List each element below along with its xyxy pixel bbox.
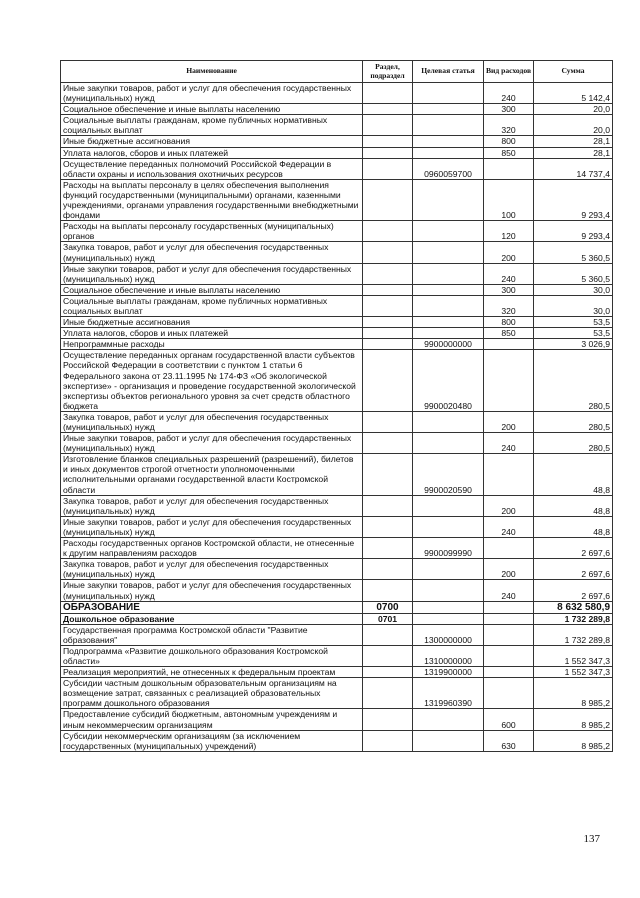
- row-target: 9900099990: [413, 538, 484, 559]
- page-number: 137: [583, 833, 600, 845]
- row-type: 100: [484, 179, 534, 220]
- row-name: Закупка товаров, работ и услуг для обеспечения государственных (муниципальных) нужд: [61, 495, 363, 516]
- row-type: 200: [484, 559, 534, 580]
- row-section: [363, 295, 413, 316]
- row-sum: 48,8: [534, 516, 613, 537]
- table-row: [61, 580, 613, 601]
- row-section: [363, 624, 413, 645]
- row-target: [413, 179, 484, 220]
- row-section: [363, 580, 413, 601]
- row-type: 240: [484, 433, 534, 454]
- table-row: [61, 104, 613, 115]
- table-row: [61, 624, 613, 645]
- row-name: Расходы на выплаты персоналу государственных (муниципальных) органов: [61, 221, 363, 242]
- row-type: [484, 601, 534, 613]
- row-name: Уплата налогов, сборов и иных платежей: [61, 147, 363, 158]
- row-sum: 1 552 347,3: [534, 645, 613, 666]
- row-name: Иные закупки товаров, работ и услуг для обеспечения государственных (муниципальных) нужд: [61, 516, 363, 537]
- row-target: [413, 317, 484, 328]
- row-section: [363, 454, 413, 495]
- row-sum: 1 732 289,8: [534, 613, 613, 624]
- row-name: Иные бюджетные ассигнования: [61, 136, 363, 147]
- row-section: [363, 83, 413, 104]
- row-target: [413, 580, 484, 601]
- table-row: [61, 516, 613, 537]
- row-name: Изготовление бланков специальных разрешений (разрешений), билетов и иных документов строгой отчетности уполномоченными исполнительными органами государственной власти Костромской области: [61, 454, 363, 495]
- row-type: [484, 538, 534, 559]
- row-sum: 48,8: [534, 495, 613, 516]
- row-target: 1300000000: [413, 624, 484, 645]
- row-target: [413, 115, 484, 136]
- row-type: [484, 339, 534, 350]
- header-name: Наименование: [61, 61, 363, 83]
- row-target: [413, 136, 484, 147]
- table-row: [61, 350, 613, 412]
- table-row: [61, 158, 613, 179]
- row-sum: 20,0: [534, 104, 613, 115]
- row-sum: 3 026,9: [534, 339, 613, 350]
- row-target: [413, 601, 484, 613]
- table-row: [61, 538, 613, 559]
- row-sum: 28,1: [534, 147, 613, 158]
- row-name: Закупка товаров, работ и услуг для обеспечения государственных (муниципальных) нужд: [61, 411, 363, 432]
- table-row: [61, 613, 613, 624]
- table-row: [61, 115, 613, 136]
- row-name: ОБРАЗОВАНИЕ: [61, 601, 363, 613]
- row-section: [363, 538, 413, 559]
- row-target: [413, 242, 484, 263]
- row-name: Закупка товаров, работ и услуг для обеспечения государственных (муниципальных) нужд: [61, 559, 363, 580]
- row-sum: 1 552 347,3: [534, 667, 613, 678]
- row-target: [413, 104, 484, 115]
- row-name: Иные закупки товаров, работ и услуг для обеспечения государственных (муниципальных) нужд: [61, 580, 363, 601]
- row-type: 300: [484, 284, 534, 295]
- row-section: [363, 104, 413, 115]
- row-target: [413, 559, 484, 580]
- row-sum: 8 632 580,9: [534, 601, 613, 613]
- row-name: Реализация мероприятий, не отнесенных к федеральным проектам: [61, 667, 363, 678]
- row-target: [413, 709, 484, 730]
- table-row: [61, 317, 613, 328]
- header-type: Вид расходов: [484, 61, 534, 83]
- row-name: Подпрограмма «Развитие дошкольного образования Костромской области»: [61, 645, 363, 666]
- row-sum: 53,5: [534, 317, 613, 328]
- row-type: [484, 158, 534, 179]
- table-row: [61, 709, 613, 730]
- row-section: [363, 317, 413, 328]
- row-target: 1310000000: [413, 645, 484, 666]
- row-name: Иные закупки товаров, работ и услуг для обеспечения государственных (муниципальных) нужд: [61, 83, 363, 104]
- row-section: [363, 263, 413, 284]
- row-section: [363, 709, 413, 730]
- row-sum: 30,0: [534, 284, 613, 295]
- row-type: 320: [484, 295, 534, 316]
- row-name: Непрограммные расходы: [61, 339, 363, 350]
- table-row: [61, 601, 613, 613]
- row-target: 1319900000: [413, 667, 484, 678]
- row-type: 240: [484, 263, 534, 284]
- row-type: 200: [484, 411, 534, 432]
- row-name: Иные бюджетные ассигнования: [61, 317, 363, 328]
- row-type: 850: [484, 328, 534, 339]
- row-sum: 48,8: [534, 454, 613, 495]
- row-type: 240: [484, 83, 534, 104]
- row-target: 9900020480: [413, 350, 484, 412]
- row-section: [363, 147, 413, 158]
- row-name: Субсидии некоммерческим организациям (за исключением государственных (муниципальных) учреждений): [61, 730, 363, 751]
- table-row: [61, 136, 613, 147]
- row-type: [484, 667, 534, 678]
- row-sum: 2 697,6: [534, 559, 613, 580]
- row-target: [413, 147, 484, 158]
- row-section: [363, 328, 413, 339]
- row-sum: 2 697,6: [534, 580, 613, 601]
- row-sum: 280,5: [534, 433, 613, 454]
- table-row: [61, 284, 613, 295]
- row-target: 9900000000: [413, 339, 484, 350]
- table-row: [61, 83, 613, 104]
- row-target: 9900020590: [413, 454, 484, 495]
- row-name: Расходы на выплаты персоналу в целях обеспечения выполнения функций государственными (муниципальными) органами, казенными учреждениями, органами управления государственными внебюджетными фондами: [61, 179, 363, 220]
- row-type: [484, 454, 534, 495]
- row-name: Предоставление субсидий бюджетным, автономным учреждениям и иным некоммерческим организациям: [61, 709, 363, 730]
- row-sum: 9 293,4: [534, 221, 613, 242]
- row-target: 0960059700: [413, 158, 484, 179]
- row-sum: 8 985,2: [534, 709, 613, 730]
- table-row: [61, 454, 613, 495]
- row-section: [363, 433, 413, 454]
- row-type: 630: [484, 730, 534, 751]
- row-section: [363, 158, 413, 179]
- table-row: [61, 495, 613, 516]
- row-section: [363, 221, 413, 242]
- row-type: 200: [484, 495, 534, 516]
- row-section: [363, 339, 413, 350]
- row-sum: 1 732 289,8: [534, 624, 613, 645]
- row-type: [484, 645, 534, 666]
- row-section: [363, 559, 413, 580]
- row-name: Социальные выплаты гражданам, кроме публичных нормативных социальных выплат: [61, 295, 363, 316]
- row-target: [413, 516, 484, 537]
- table-row: [61, 559, 613, 580]
- row-section: 0700: [363, 601, 413, 613]
- row-name: Осуществление переданных полномочий Российской Федерации в области охраны и использования охотничьих ресурсов: [61, 158, 363, 179]
- row-type: 800: [484, 317, 534, 328]
- row-type: 850: [484, 147, 534, 158]
- table-row: [61, 730, 613, 751]
- row-target: 1319960390: [413, 678, 484, 709]
- row-sum: 280,5: [534, 350, 613, 412]
- row-sum: 5 360,5: [534, 242, 613, 263]
- row-name: Социальное обеспечение и иные выплаты населению: [61, 104, 363, 115]
- row-section: [363, 284, 413, 295]
- table-row: [61, 295, 613, 316]
- table-header-row: [61, 61, 613, 83]
- row-name: Дошкольное образование: [61, 613, 363, 624]
- header-section: Раздел, подраздел: [363, 61, 413, 83]
- row-target: [413, 328, 484, 339]
- header-target: Целевая статья: [413, 61, 484, 83]
- table-row: [61, 242, 613, 263]
- row-target: [413, 730, 484, 751]
- table-row: [61, 263, 613, 284]
- row-type: 320: [484, 115, 534, 136]
- row-sum: 30,0: [534, 295, 613, 316]
- row-target: [413, 613, 484, 624]
- row-type: 600: [484, 709, 534, 730]
- table-body: [61, 83, 613, 752]
- row-target: [413, 411, 484, 432]
- row-section: [363, 516, 413, 537]
- row-sum: 20,0: [534, 115, 613, 136]
- row-name: Государственная программа Костромской области "Развитие образования": [61, 624, 363, 645]
- row-sum: 5 360,5: [534, 263, 613, 284]
- row-type: [484, 624, 534, 645]
- row-type: [484, 350, 534, 412]
- row-section: [363, 495, 413, 516]
- row-name: Иные закупки товаров, работ и услуг для обеспечения государственных (муниципальных) нужд: [61, 263, 363, 284]
- row-section: 0701: [363, 613, 413, 624]
- row-section: [363, 730, 413, 751]
- row-name: Осуществление переданных органам государственной власти субъектов Российской Федерации в соответствии с пунктом 1 статьи 6 Федерального закона от 23.11.1995 № 174-ФЗ «Об экологической экспертизе» - организация и проведение государственной экологической экспертизы объектов регионального уровня за счет средств областного бюджета: [61, 350, 363, 412]
- row-section: [363, 242, 413, 263]
- table-row: [61, 667, 613, 678]
- row-section: [363, 411, 413, 432]
- row-sum: 9 293,4: [534, 179, 613, 220]
- table-row: [61, 328, 613, 339]
- table-row: [61, 147, 613, 158]
- table-row: [61, 339, 613, 350]
- row-sum: 5 142,4: [534, 83, 613, 104]
- table-row: [61, 179, 613, 220]
- row-sum: 280,5: [534, 411, 613, 432]
- row-section: [363, 115, 413, 136]
- table-row: [61, 221, 613, 242]
- budget-table: [60, 60, 613, 752]
- row-section: [363, 645, 413, 666]
- row-name: Расходы государственных органов Костромской области, не отнесенные к другим направлениям расходов: [61, 538, 363, 559]
- table-row: [61, 645, 613, 666]
- row-type: 120: [484, 221, 534, 242]
- row-sum: 53,5: [534, 328, 613, 339]
- row-name: Субсидии частным дошкольным образовательным организациям на возмещение затрат, связанных с реализацией образовательных программ дошкольного образования: [61, 678, 363, 709]
- row-type: 800: [484, 136, 534, 147]
- row-target: [413, 295, 484, 316]
- row-section: [363, 136, 413, 147]
- row-section: [363, 179, 413, 220]
- row-name: Социальное обеспечение и иные выплаты населению: [61, 284, 363, 295]
- row-sum: 8 985,2: [534, 730, 613, 751]
- row-section: [363, 678, 413, 709]
- row-target: [413, 221, 484, 242]
- row-sum: 28,1: [534, 136, 613, 147]
- row-name: Уплата налогов, сборов и иных платежей: [61, 328, 363, 339]
- row-target: [413, 495, 484, 516]
- row-section: [363, 350, 413, 412]
- row-type: 300: [484, 104, 534, 115]
- table-row: [61, 678, 613, 709]
- row-name: Иные закупки товаров, работ и услуг для обеспечения государственных (муниципальных) нужд: [61, 433, 363, 454]
- header-sum: Сумма: [534, 61, 613, 83]
- row-section: [363, 667, 413, 678]
- row-sum: 14 737,4: [534, 158, 613, 179]
- table-row: [61, 411, 613, 432]
- table-row: [61, 433, 613, 454]
- row-type: 240: [484, 580, 534, 601]
- row-name: Социальные выплаты гражданам, кроме публичных нормативных социальных выплат: [61, 115, 363, 136]
- row-type: [484, 613, 534, 624]
- row-target: [413, 284, 484, 295]
- row-target: [413, 433, 484, 454]
- row-type: 200: [484, 242, 534, 263]
- budget-sheet: [60, 60, 612, 752]
- row-name: Закупка товаров, работ и услуг для обеспечения государственных (муниципальных) нужд: [61, 242, 363, 263]
- row-type: 240: [484, 516, 534, 537]
- row-sum: 8 985,2: [534, 678, 613, 709]
- row-type: [484, 678, 534, 709]
- row-sum: 2 697,6: [534, 538, 613, 559]
- row-target: [413, 263, 484, 284]
- row-target: [413, 83, 484, 104]
